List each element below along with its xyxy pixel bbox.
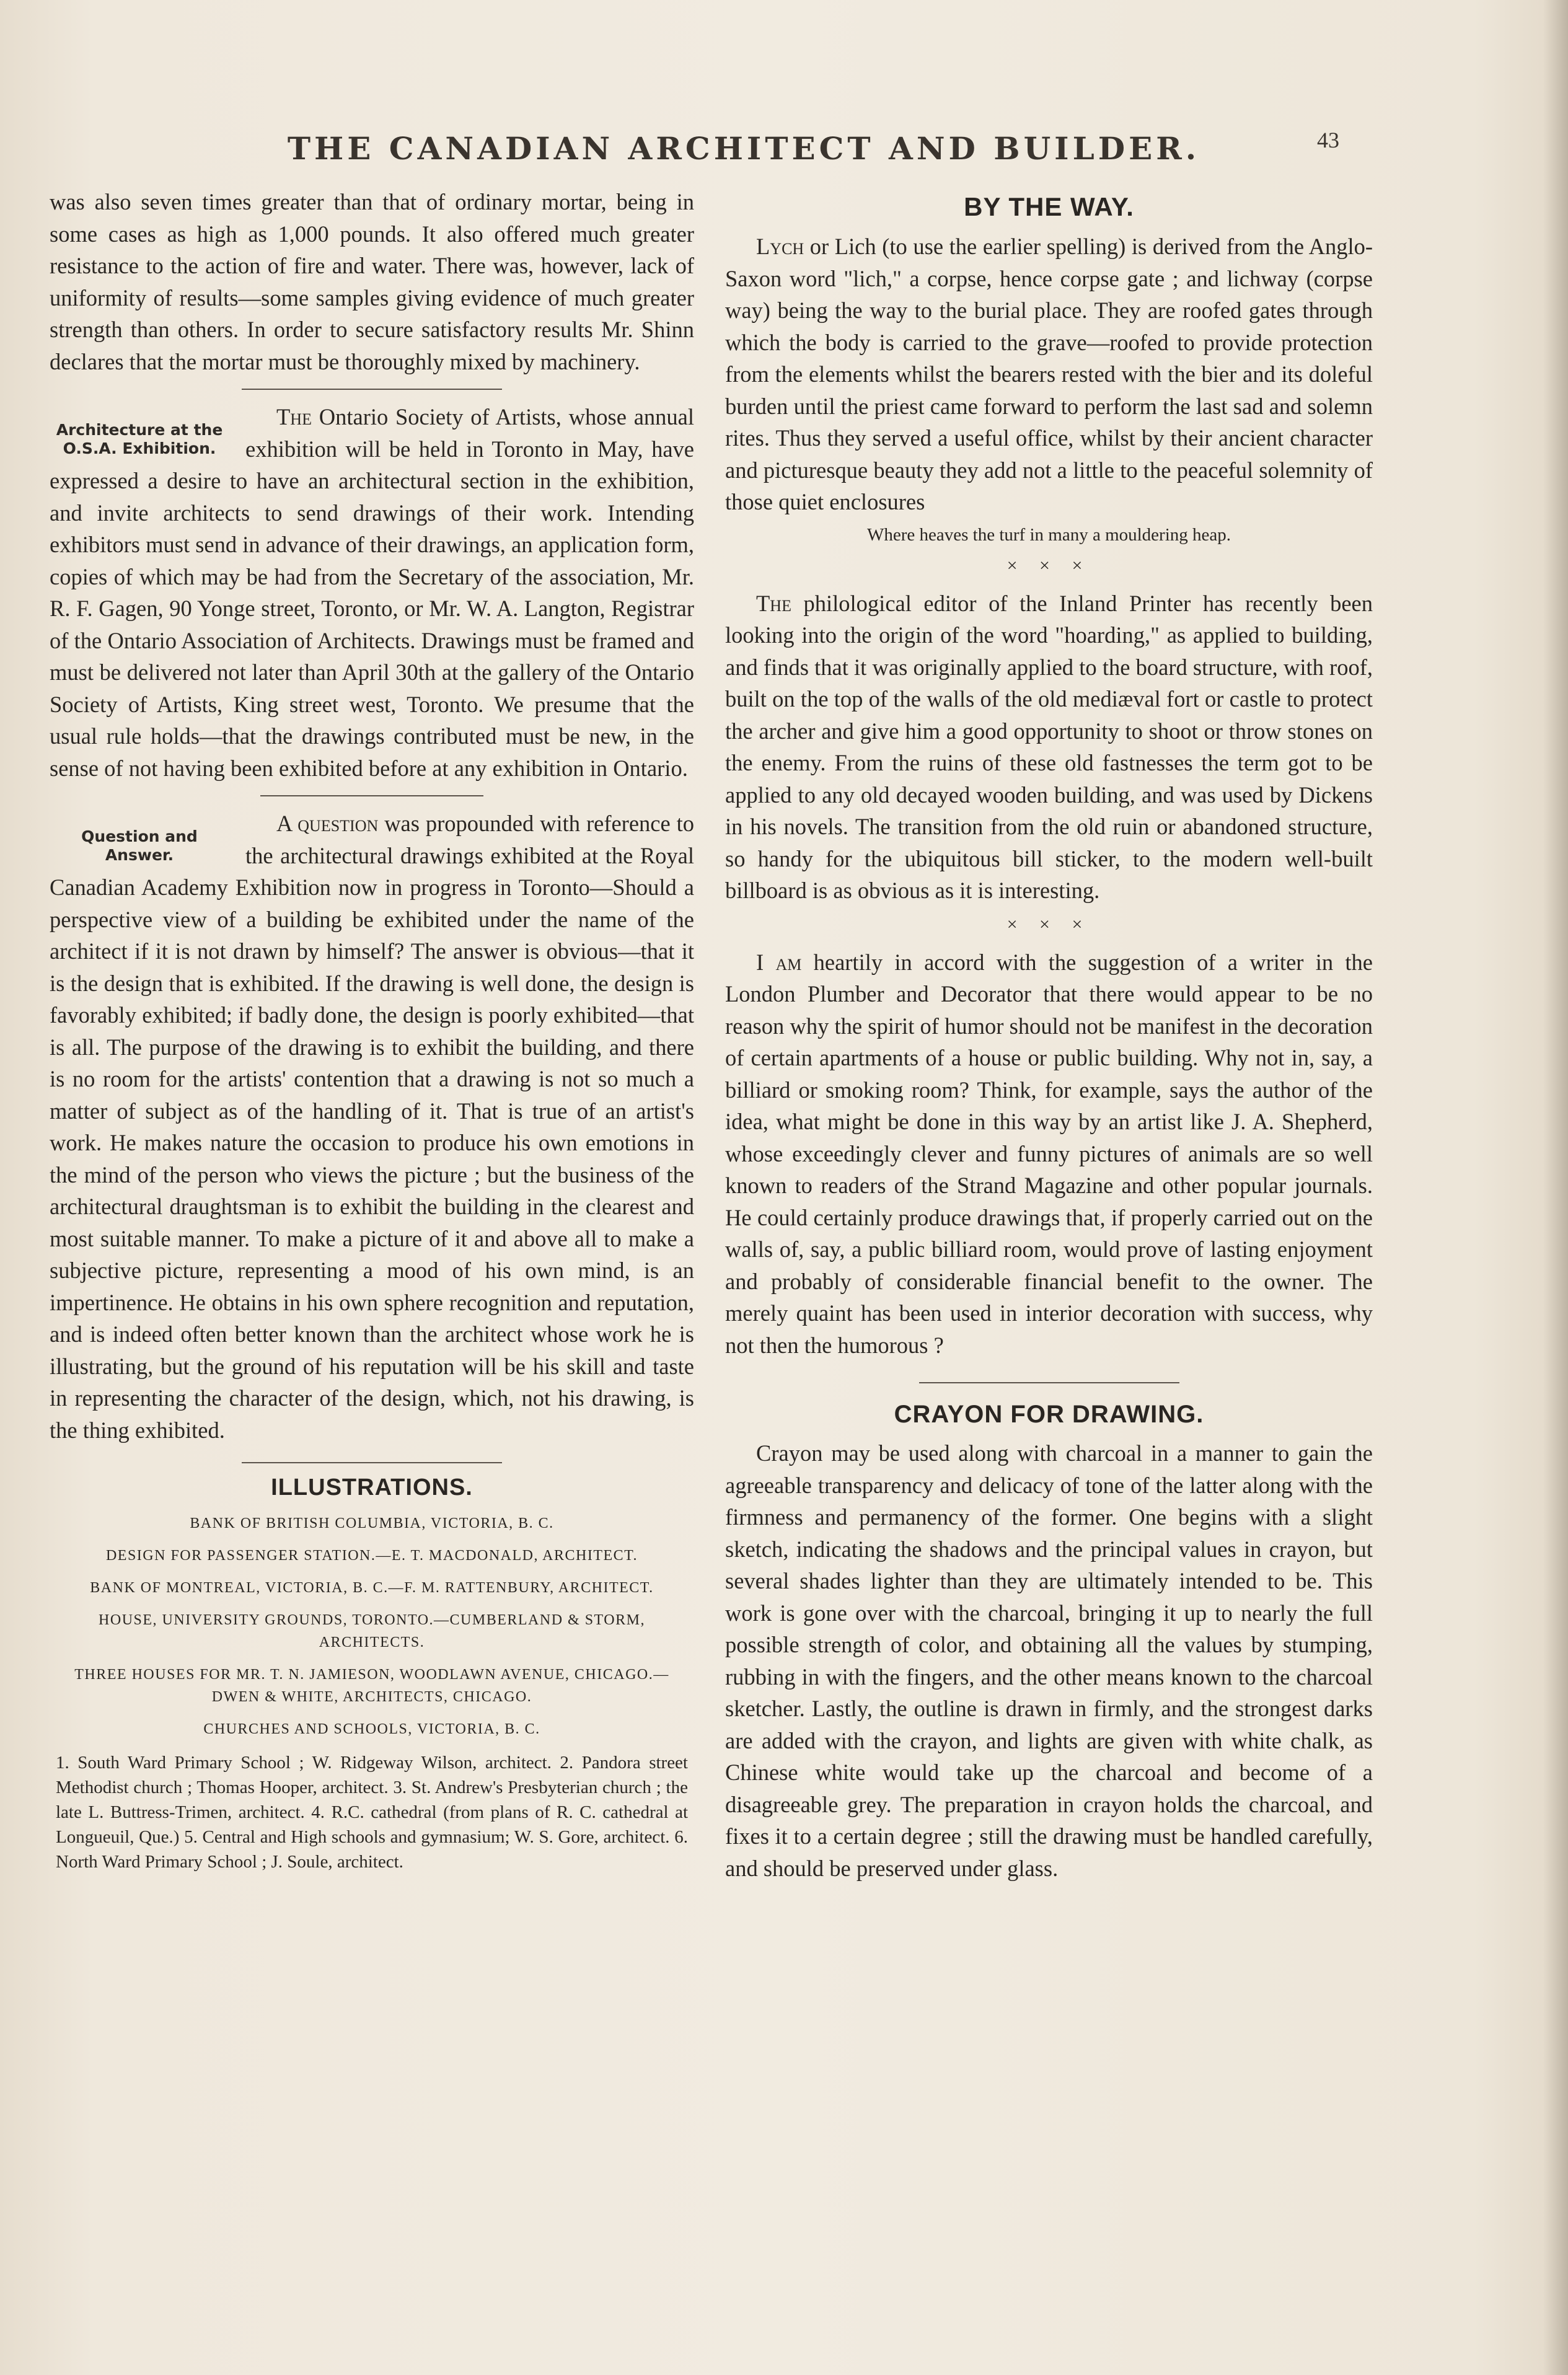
divider bbox=[919, 1382, 1179, 1383]
paragraph-hoarding bbox=[725, 588, 1373, 907]
paragraph-text: was propounded with reference to the architectural drawings exhibited at the Royal Canadian Academy Exhibition now in progress in Toronto—Should a perspective view of a building be exhibited under the name of the architect if it is not drawn by himself? The answer is obvious—that it is the design that is exhibited. If the drawing is well done, the design is favorably exhibited; if badly done, the design is poorly exhibited—that is all. The purpose of the drawing is to exhibit the building, and there is no room for the artists' contention that a drawing is not so much a matter of subject as of the handling of it. That is true of an artist's work. He makes nature the occasion to produce his own emotions in the mind of the person who views the picture ; but the business of the architectural draughtsman is to exhibit the building in the clearest and most suitable manner. To make a picture of it and above all to make a subjective picture, representing a mood of his own mind, is an impertinence. He obtains in his own sphere recognition and reputation, and is indeed often better known than the architect whose work he is illustrating, but the ground of his reputation will be his skill and taste in representing the character of the design, which, not his drawing, is the thing exhibited. bbox=[50, 811, 694, 1443]
paragraph-osa-exhibition bbox=[50, 401, 694, 784]
article-osa-exhibition bbox=[50, 401, 694, 784]
section-separator: × × × bbox=[1006, 914, 1091, 935]
paragraph-humor-decoration bbox=[725, 946, 1373, 1362]
paragraph-text: or Lich (to use the earlier spelling) is derived from the Anglo-Saxon word "lich," a corpse, hence corpse gate ; and lichway (corpse way) being the way to the burial place. They are roofed gates through which the body is carried to the grave—roofed to provide protection from the elements whilst the bearers rested with the bier and its doleful burden until the priest came forward to perform the last sad and solemn rites. Thus they served a useful office, whilst by their ancient character and picturesque beauty they add not a little to the peaceful solemnity of those quiet enclosures bbox=[725, 234, 1373, 514]
lead-word: The bbox=[276, 404, 312, 430]
lead-word: The bbox=[756, 590, 791, 616]
page-edge-shadow bbox=[1543, 0, 1568, 2375]
lead-word: Lych bbox=[756, 234, 804, 259]
divider bbox=[242, 1462, 502, 1463]
left-column bbox=[50, 186, 694, 1874]
lead-word: A question bbox=[276, 811, 379, 836]
illustration-item: DESIGN FOR PASSENGER STATION.—E. T. MACDONALD, ARCHITECT. bbox=[105, 1548, 638, 1564]
page-number: 43 bbox=[1317, 128, 1339, 152]
section-separator: × × × bbox=[1006, 555, 1091, 576]
churches-schools-list: 1. South Ward Primary School ; W. Ridgeway Wilson, architect. 2. Pandora street Methodist church ; Thomas Hooper, architect. 3. St. Andrew's Presbyterian church ; the late L. Buttress-Trimen, architect. 4. R.C. cathedral (from plans of R. C. cathedral at Longueuil, Que.) 5. Central and High schools and gymnasium; W. S. Gore, architect. 6. North Ward Primary School ; J. Soule, architect. bbox=[56, 1753, 688, 1872]
paragraph-text: heartily in accord with the suggestion of a writer in the London Plumber and Decorator that there would appear to be no reason why the spirit of humor should not be manifest in the decoration of certain apartments of a house or public building. Why not in, say, a billiard or smoking room? Think, for example, says the author of the idea, what might be done in this way by an artist like J. A. Shepherd, whose exceedingly clever and funny pictures of animals are so well known to readers of the Strand Magazine and other popular journals. He could certainly produce drawings that, if properly carried out on the walls of, say, a public billiard room, would prove of lasting enjoyment and probably of considerable financial benefit to the owner. The merely quaint has been used in interior decoration with success, why not then the humorous ? bbox=[725, 949, 1373, 1358]
article-question-answer bbox=[50, 808, 694, 1446]
running-title: THE CANADIAN ARCHITECT AND BUILDER. bbox=[287, 130, 1200, 167]
verse-quote: Where heaves the turf in many a mouldering heap. bbox=[866, 524, 1231, 545]
paragraph-question-answer bbox=[50, 808, 694, 1446]
illustration-item: THREE HOUSES FOR MR. T. N. JAMIESON, WOODLAWN AVENUE, CHICAGO.—DWEN & WHITE, ARCHITECTS, CHICAGO. bbox=[74, 1667, 669, 1705]
divider bbox=[242, 389, 502, 390]
right-column bbox=[725, 186, 1373, 1884]
paragraph-text: Ontario Society of Artists, whose annual exhibition will be held in Toronto in May, have expressed a desire to have an architectural section in the exhibition, and invite architects to send drawings of their work. Intending exhibitors must send in advance of their drawings, an application form, copies of which may be had from the Secretary of the association, Mr. R. F. Gagen, 90 Yonge street, Toronto, or Mr. W. A. Langton, Registrar of the Ontario Association of Architects. Drawings must be framed and must be delivered not later than April 30th at the gallery of the Ontario Society of Artists, King street west, Toronto. We presume that the usual rule holds—that the drawings contributed must be new, in the sense of not having been exhibited before at any exhibition in Ontario. bbox=[50, 404, 694, 781]
by-the-way-heading: BY THE WAY. bbox=[964, 192, 1134, 221]
illustrations-heading: ILLUSTRATIONS. bbox=[271, 1474, 473, 1500]
illustration-item: HOUSE, UNIVERSITY GROUNDS, TORONTO.—CUMBERLAND & STORM, ARCHITECTS. bbox=[99, 1612, 645, 1650]
sidenote-osa-exhibition: Architecture at the O.S.A. Exhibition. bbox=[56, 421, 223, 457]
sidenote-question-answer: Question and Answer. bbox=[81, 827, 198, 864]
illustration-item: BANK OF MONTREAL, VICTORIA, B. C.—F. M. RATTENBURY, ARCHITECT. bbox=[90, 1580, 654, 1596]
paragraph-mortar: was also seven times greater than that of ordinary mortar, being in some cases as high as 1,000 pounds. It also offered much greater resistance to the action of fire and water. There was, however, lack of uniformity of results—some samples giving evidence of much greater strength than others. In order to secure satisfactory results Mr. Shinn declares that the mortar must be thoroughly mixed by machinery. bbox=[50, 189, 694, 374]
divider bbox=[260, 795, 483, 796]
paragraph-lych-gate bbox=[725, 231, 1373, 518]
paragraph-crayon: Crayon may be used along with charcoal in a manner to gain the agreeable transparency and delicacy of tone of the latter along with the firmness and permanency of the former. One begins with a slight sketch, indicating the shadows and the principal values in crayon, but several shades lighter than they are ultimately intended to be. This work is gone over with the charcoal, bringing it up to nearly the full possible strength of color, and obtaining all the values by stumping, rubbing in with the fingers, and the other means known to the charcoal sketcher. Lastly, the outline is drawn in firmly, and the strongest darks are added with the crayon, and lights are given with white chalk, as Chinese white would take up the charcoal and become of a disagreeable grey. The preparation in crayon holds the charcoal, and fixes it to a certain degree ; still the drawing must be handled carefully, and should be preserved under glass. bbox=[725, 1440, 1373, 1881]
crayon-heading: CRAYON FOR DRAWING. bbox=[894, 1401, 1204, 1428]
paragraph-text: philological editor of the Inland Printer has recently been looking into the origin of the word "hoarding," as applied to building, and finds that it was originally applied to the board structure, with roof, built on the top of the walls of the old mediæval fort or castle to protect the archer and give him a good opportunity to shoot or throw stones on the enemy. From the ruins of these old fastnesses the term got to be applied to any old decayed wooden building, and was used by Dickens in his novels. The transition from the old ruin or abandoned structure, so handy for the ubiquitous bill sticker, to the modern well-built billboard is as obvious as it is interesting. bbox=[725, 590, 1373, 903]
illustration-item: CHURCHES AND SCHOOLS, VICTORIA, B. C. bbox=[203, 1721, 540, 1737]
lead-word: I am bbox=[756, 949, 802, 975]
illustrations-section bbox=[50, 1474, 694, 1874]
illustration-item: BANK OF BRITISH COLUMBIA, VICTORIA, B. C. bbox=[190, 1515, 554, 1531]
